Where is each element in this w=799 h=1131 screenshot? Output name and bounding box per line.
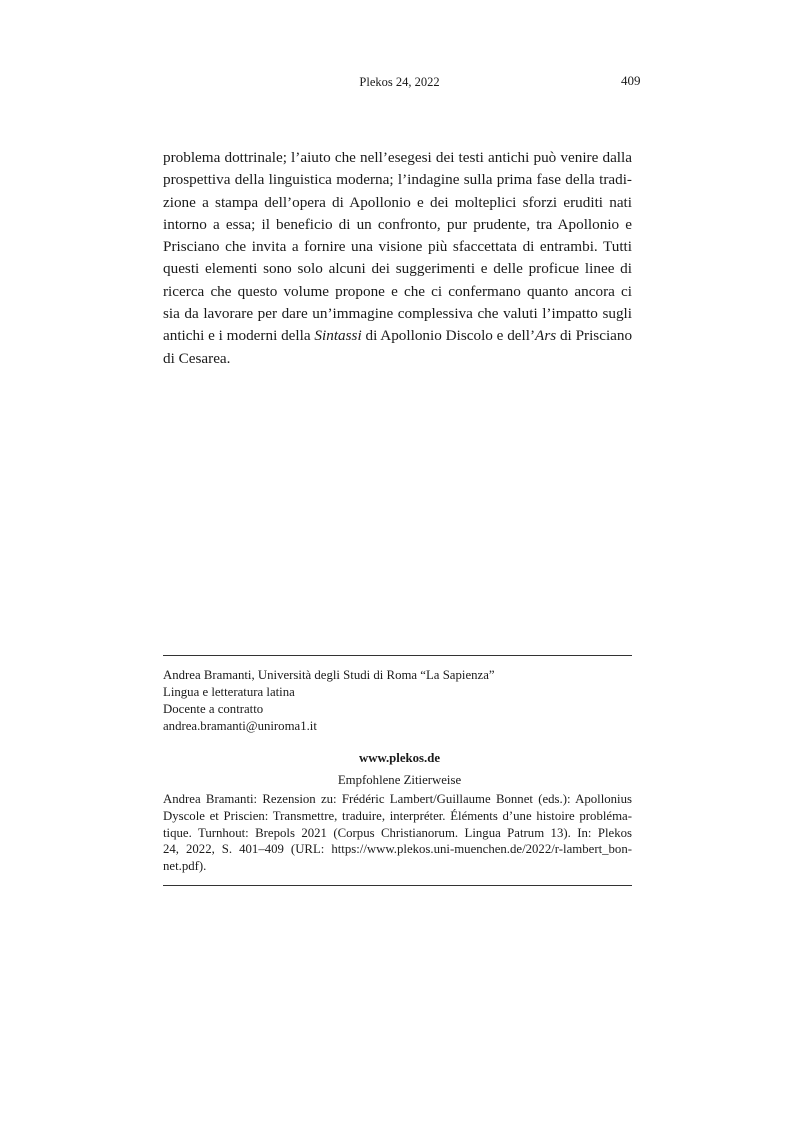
- body-line: ricerca che questo volume propone e che ci confermano quanto ancora ci: [163, 282, 632, 300]
- position: Docente a contratto: [163, 702, 264, 716]
- divider: [163, 885, 632, 886]
- running-header: Plekos 24, 2022: [359, 75, 440, 89]
- citation-line: Dyscole et Priscien: Transmettre, traduire, interpréter. Éléments d’une histoire probléma-: [163, 808, 632, 823]
- department: Lingua e letteratura latina: [163, 685, 295, 699]
- body-line: Prisciano che invita a fornire una visione più sfaccettata di entrambi. Tutti: [163, 238, 632, 256]
- body-line: zione a stampa dell’opera di Apollonio e dei molteplici sforzi eruditi nati: [163, 193, 632, 211]
- body-line: sia da lavorare per dare un’immagine complessiva che valuti l’impatto sugli: [163, 305, 632, 323]
- italic-title: Sintassi: [314, 327, 362, 345]
- citation-line: 24, 2022, S. 401–409 (URL: https://www.plekos.uni-muenchen.de/2022/r-lambert_bon-: [163, 842, 632, 857]
- text: di Prisciano: [556, 327, 633, 345]
- body-line: intorno a essa; il beneficio di un confronto, pur prudente, tra Apollonio e: [163, 215, 632, 233]
- site-link[interactable]: www.plekos.de: [358, 751, 441, 765]
- text: di Apollonio Discolo e dell’: [361, 327, 536, 345]
- italic-title: Ars: [535, 327, 557, 345]
- citation-line: Andrea Bramanti: Rezension zu: Frédéric Lambert/Guillaume Bonnet (eds.): Apollonius: [163, 792, 632, 806]
- body-line: problema dottrinale; l’aiuto che nell’esegesi dei testi antichi può venire dalla: [163, 149, 632, 166]
- body-line: questi elementi sono solo alcuni dei suggerimenti e delle proficue linee di: [163, 260, 632, 278]
- page-number: 409: [621, 73, 641, 88]
- body-line: prospettiva della linguistica moderna; l’indagine sulla prima fase della tradi-: [163, 171, 632, 189]
- citation-line: net.pdf).: [163, 859, 207, 874]
- author-affiliation: [163, 667, 495, 735]
- body-text: [163, 147, 632, 370]
- divider: [163, 655, 632, 656]
- citation-heading: Empfohlene Zitierweise: [337, 773, 462, 787]
- author-name: Andrea Bramanti, Università degli Studi di Roma “La Sapienza”: [163, 668, 495, 682]
- citation-line: tique. Turnhout: Brepols 2021 (Corpus Christianorum. Lingua Patrum 13). In: Plekos: [163, 825, 632, 840]
- body-line: di Cesarea.: [163, 349, 231, 367]
- author-email[interactable]: andrea.bramanti@uniroma1.it: [163, 719, 317, 733]
- text: antichi e i moderni della: [163, 327, 315, 345]
- body-line: [163, 325, 632, 347]
- citation: [163, 791, 632, 875]
